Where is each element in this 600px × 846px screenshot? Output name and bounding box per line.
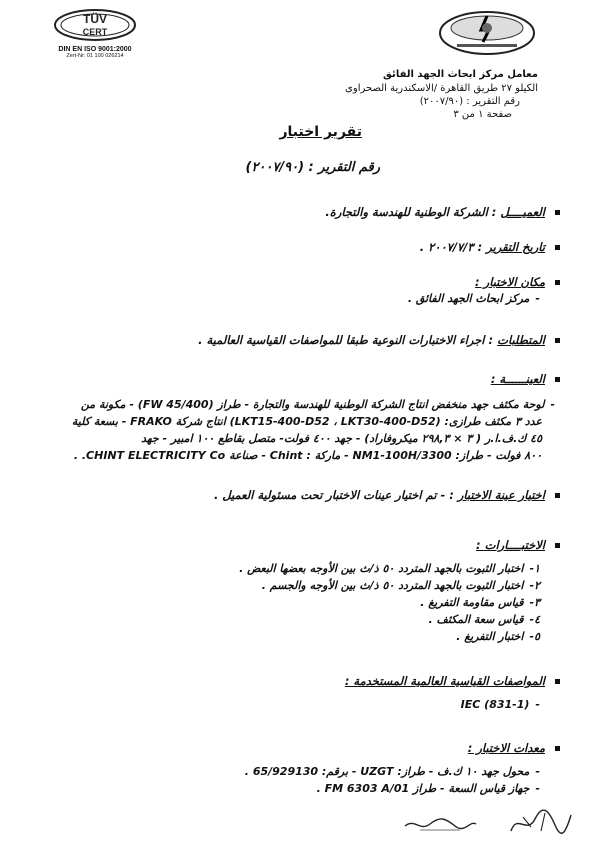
location-value: مركز ابحاث الجهد الفائق .	[407, 292, 530, 305]
client-value: : الشركة الوطنية للهندسة والتجارة.	[325, 205, 497, 219]
test-item: ٢-اختبار الثبوت بالجهد المتردد ٥٠ ذ/ث بين الأوجه والجسم .	[261, 579, 540, 592]
client-label: العميــــل	[500, 205, 545, 219]
header-report-ref: رقم التقرير : (٢٠٠٧/٩٠)	[419, 96, 520, 107]
sample-line-text: لوحة مكثف جهد منخفض انتاج الشركة الوطنية للهندسة والتجارة - طراز (FW 45/400) - مكونة من	[80, 398, 545, 411]
cert-text: CERT	[82, 27, 108, 37]
tuv-brand-text: TÜV	[83, 12, 107, 26]
report-title: تقرير اختبار	[279, 124, 362, 140]
client-section	[325, 205, 560, 219]
location-section	[475, 275, 560, 289]
signature-1	[400, 808, 480, 836]
requirements-value: : اجراء الاختبارات النوعية طبقا للمواصفات القياسية العالمية .	[198, 333, 494, 347]
page-number: صفحة ١ من ٣	[453, 109, 512, 120]
tests-section	[476, 538, 560, 552]
bullet-icon	[555, 493, 560, 498]
requirements-label: المتطلبات	[497, 333, 545, 347]
bullet-icon	[555, 338, 560, 343]
signature-2	[505, 805, 575, 839]
test-item: ٤-قياس سعة المكثف .	[428, 613, 540, 626]
date-label: تاريخ التقرير	[486, 240, 545, 254]
date-value: : ٢٠٠٧/٧/٣ .	[419, 240, 483, 254]
standard-text: IEC (831-1)	[460, 698, 530, 711]
bullet-icon	[555, 280, 560, 285]
test-item: ١-اختبار الثبوت بالجهد المتردد ٥٠ ذ/ث بين الأوجه بعضها البعض .	[239, 562, 540, 575]
iso-standard: DIN EN ISO 9001:2000	[58, 46, 132, 53]
equipment-item: -جهاز قياس السعة - طراز FM 6303 A/01 .	[316, 782, 540, 795]
location-value-row: -مركز ابحاث الجهد الفائق .	[407, 292, 540, 305]
test-item: ٥-اختبار التفريغ .	[456, 630, 540, 643]
sample-line: ٨٠٠ فولت - طراز: NM1-100H/3300 - ماركة : Chint - صناعة CHINT ELECTRICITY Co. .	[73, 449, 542, 462]
sample-selection-label: اختيار عينة الاختبار	[457, 488, 545, 502]
sample-selection-value: : - تم اختيار عينات الاختبار تحت مسئولية العميل .	[213, 488, 454, 502]
sample-section	[491, 372, 560, 386]
location-label: مكان الاختبار :	[475, 275, 545, 289]
test-item: ٣-قياس مقاومة التفريغ .	[420, 596, 540, 609]
date-section	[420, 240, 560, 254]
sample-line: عدد ٣ مكثف طرازى: (LKT15-400-D52 ، LKT30-400-D52) انتاج شركة FRAKO - بسعة كلية	[71, 415, 542, 428]
equipment-item: -محول جهد ١٠ ك.ف - طراز: UZGT - برقم: 65/929130 .	[244, 765, 540, 778]
bullet-icon	[555, 377, 560, 382]
tuv-emblem	[50, 8, 140, 42]
bullet-icon	[555, 543, 560, 548]
tests-label: الاختبــــارات :	[476, 538, 545, 552]
sample-selection-section	[214, 488, 560, 502]
equipment-section	[468, 741, 560, 755]
sample-line: ٤٥ ك.ف.ا.ر ( ٣ × ٢٩٨,٣ ميكروفاراد) - جهد ٤٠٠ فولت- متصل بقاطع ١٠٠ امبير - جهد	[141, 432, 542, 445]
standards-label: المواصفات القياسية العالمية المستخدمة :	[344, 674, 545, 688]
equipment-text: محول جهد ١٠ ك.ف - طراز: UZGT - برقم: 65/929130 .	[244, 765, 530, 778]
bullet-icon	[555, 679, 560, 684]
equipment-label: معدات الاختبار :	[467, 741, 545, 755]
lab-address: الكيلو ٢٧ طريق القاهرة /الاسكندرية الصحراوى	[345, 83, 538, 94]
institute-emblem	[437, 8, 537, 58]
cert-registration: Zert-Nr: 01 100 026214	[66, 53, 124, 59]
equipment-text: جهاز قياس السعة - طراز FM 6303 A/01 .	[316, 782, 530, 795]
requirements-section	[198, 333, 560, 347]
standard-item: -IEC (831-1)	[460, 698, 540, 711]
lab-name: معامل مركز ابحاث الجهد الفائق	[383, 69, 538, 80]
tuv-cert-logo	[50, 8, 140, 66]
bullet-icon	[555, 245, 560, 250]
standards-section	[345, 674, 560, 688]
sample-label: العينــــــة :	[490, 372, 545, 386]
sample-line: -لوحة مكثف جهد منخفض انتاج الشركة الوطنية للهندسة والتجارة - طراز (FW 45/400) - مكونة من	[80, 398, 555, 411]
bullet-icon	[555, 210, 560, 215]
bullet-icon	[555, 746, 560, 751]
report-number: رقم التقرير : (٢٠٠٧/٩٠)	[245, 160, 380, 175]
